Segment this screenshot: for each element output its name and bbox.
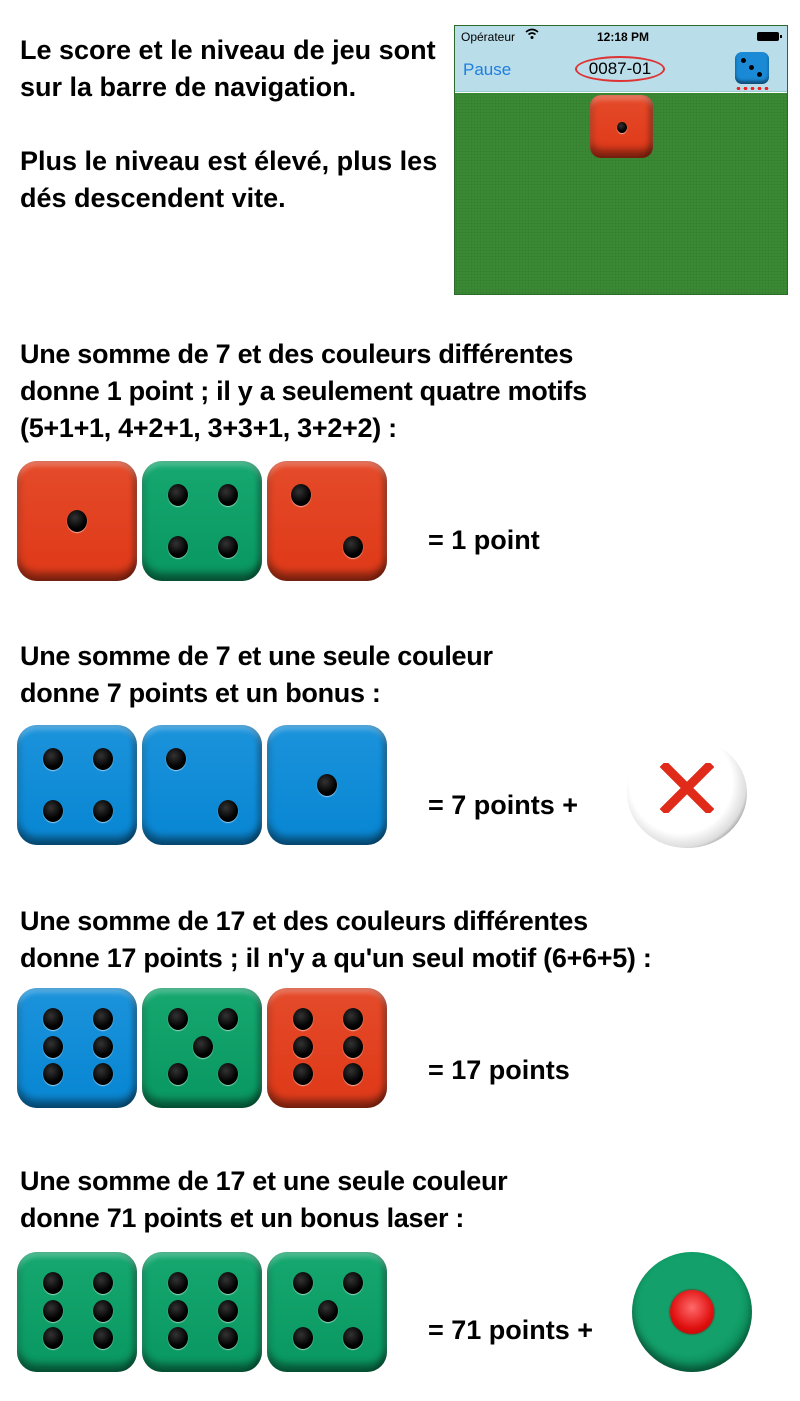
- die-pip: [93, 1272, 113, 1294]
- die-pip: [343, 1327, 363, 1349]
- rule-result-4: = 71 points +: [428, 1315, 594, 1345]
- die-pip: [93, 1300, 113, 1322]
- die-pip: [43, 748, 63, 770]
- intro-paragraph-score: Le score et le niveau de jeu sont sur la barre de navigation.: [20, 35, 436, 102]
- die-pip: [43, 1327, 63, 1349]
- die-pip: [218, 1063, 238, 1085]
- pause-button[interactable]: Pause: [463, 60, 512, 79]
- die-blue-2: [142, 725, 262, 845]
- heading-line: Une somme de 17 et une seule couleur: [20, 1166, 508, 1196]
- rule-result-3: = 17 points: [428, 1055, 570, 1085]
- die-pip: [93, 1327, 113, 1349]
- die-red-6: [267, 988, 387, 1108]
- die-pip: [293, 1327, 313, 1349]
- die-pip: [218, 800, 238, 822]
- die-pip: [343, 536, 363, 558]
- die-blue-1: [267, 725, 387, 845]
- falling-die: [590, 95, 653, 158]
- rule-result-2: = 7 points +: [428, 790, 579, 820]
- die-pip: [193, 1036, 213, 1058]
- heading-line: (5+1+1, 4+2+1, 3+3+1, 3+2+2) :: [20, 413, 397, 443]
- die-blue-6: [17, 988, 137, 1108]
- intro-text: [20, 32, 450, 217]
- score-level-label: 0087-01: [575, 56, 665, 82]
- die-green-5: [142, 988, 262, 1108]
- status-bar: [455, 26, 787, 48]
- die-pip: [166, 748, 186, 770]
- die-pip: [168, 1063, 188, 1085]
- heading-line: Une somme de 7 et des couleurs différentes: [20, 339, 574, 369]
- red-dots-indicator: [735, 87, 769, 90]
- die-pip: [168, 1008, 188, 1030]
- die-pip: [168, 484, 188, 506]
- die-blue-4: [17, 725, 137, 845]
- die-pip: [43, 800, 63, 822]
- die-pip: [293, 1008, 313, 1030]
- rule-heading-4: [20, 1163, 507, 1237]
- rule-heading-2: [20, 638, 493, 712]
- heading-line: donne 1 point ; il y a seulement quatre motifs: [20, 376, 587, 406]
- die-pip: [168, 536, 188, 558]
- die-pip: [168, 1272, 188, 1294]
- battery-icon: [757, 32, 779, 41]
- heading-line: donne 7 points et un bonus :: [20, 678, 381, 708]
- laser-core-icon: [670, 1290, 714, 1334]
- die-pip: [43, 1272, 63, 1294]
- die-pip: [93, 1063, 113, 1085]
- die-green-6: [17, 1252, 137, 1372]
- die-pip: [218, 484, 238, 506]
- die-pip: [43, 1063, 63, 1085]
- die-pip: [93, 748, 113, 770]
- die-pip: [43, 1008, 63, 1030]
- die-pip: [343, 1272, 363, 1294]
- laser-bonus-icon: [632, 1252, 752, 1372]
- die-pip: [93, 1008, 113, 1030]
- heading-line: Une somme de 7 et une seule couleur: [20, 641, 493, 671]
- intro-paragraph-level: Plus le niveau est élevé, plus les dés descendent vite.: [20, 146, 438, 213]
- die-pip: [318, 1300, 338, 1322]
- die-pip: [93, 800, 113, 822]
- die-red-1: [17, 461, 137, 581]
- die-pip: [343, 1008, 363, 1030]
- die-pip: [317, 774, 337, 796]
- die-green-5: [267, 1252, 387, 1372]
- die-pip: [218, 536, 238, 558]
- die-pip: [218, 1272, 238, 1294]
- clock-label: 12:18 PM: [597, 30, 650, 44]
- die-pip: [93, 1036, 113, 1058]
- die-pip: [218, 1008, 238, 1030]
- die-pip: [168, 1300, 188, 1322]
- die-pip: [343, 1036, 363, 1058]
- die-green-4: [142, 461, 262, 581]
- rule-result-1: = 1 point: [428, 525, 540, 555]
- heading-line: donne 17 points ; il n'y a qu'un seul motif (6+6+5) :: [20, 943, 652, 973]
- die-pip: [293, 1272, 313, 1294]
- die-pip: [218, 1327, 238, 1349]
- die-pip: [293, 1063, 313, 1085]
- heading-line: donne 71 points et un bonus laser :: [20, 1203, 465, 1233]
- die-red-2: [267, 461, 387, 581]
- die-pip: [617, 122, 627, 133]
- die-pip: [43, 1036, 63, 1058]
- rule-heading-1: [20, 336, 587, 447]
- rule-heading-3: [20, 903, 652, 977]
- die-pip: [67, 510, 87, 532]
- die-pip: [293, 1036, 313, 1058]
- die-pip: [291, 484, 311, 506]
- wifi-icon: [525, 28, 539, 40]
- die-three-icon[interactable]: [735, 52, 769, 84]
- heading-line: Une somme de 17 et des couleurs différentes: [20, 906, 588, 936]
- die-pip: [218, 1300, 238, 1322]
- die-pip: [343, 1063, 363, 1085]
- die-pip: [43, 1300, 63, 1322]
- navigation-bar: [455, 48, 787, 92]
- die-pip: [168, 1327, 188, 1349]
- carrier-label: Opérateur: [461, 30, 516, 44]
- cancel-bonus-icon: [627, 738, 747, 848]
- game-screenshot: [454, 25, 788, 295]
- game-board: [455, 93, 787, 294]
- die-green-6: [142, 1252, 262, 1372]
